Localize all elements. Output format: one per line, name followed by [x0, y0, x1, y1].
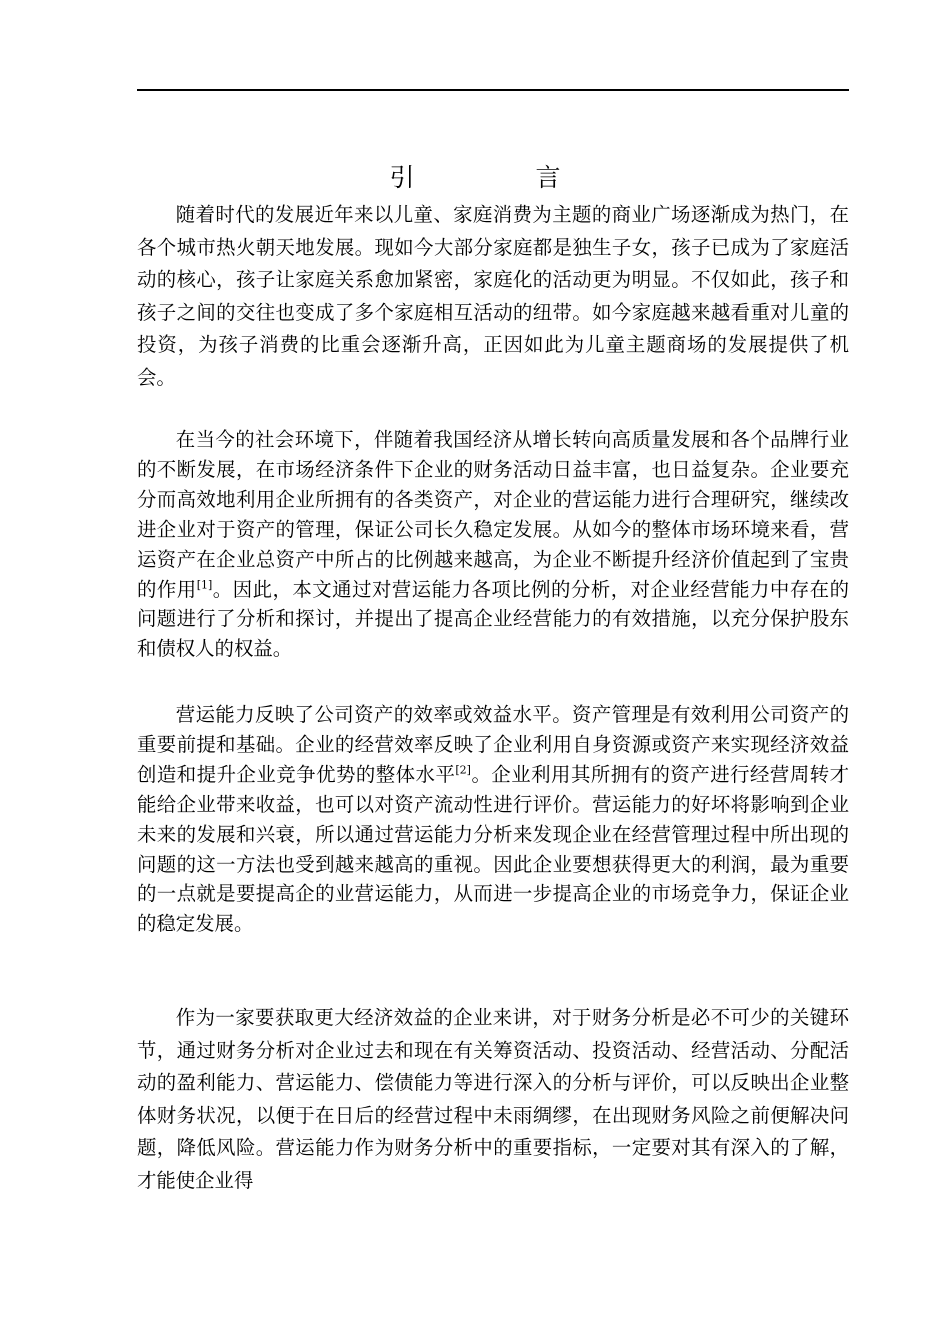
- paragraph-text: 在当今的社会环境下，伴随着我国经济从增长转向高质量发展和各个品牌行业的不断发展，在市场经济条件下企业的财务活动日益丰富，也日益复杂。企业要充分而高效地利用企业所拥有的各类资产，对企业的营运能力进行合理研究，继续改进企业对于资产的管理，保证公司长久稳定发展。从如今的整体市场环境来看，营运资产在企业总资产中所占的比例越来越高，为企业不断提升经济价值起到了宝贵的作用: [137, 428, 849, 601]
- paragraph-2: [137, 425, 849, 664]
- citation-1: [1]: [196, 578, 213, 592]
- header-rule: [137, 89, 849, 91]
- paragraph-text: 作为一家要获取更大经济效益的企业来讲，对于财务分析是必不可少的关键环节，通过财务分析对企业过去和现在有关筹资活动、投资活动、经营活动、分配活动的盈利能力、营运能力、偿债能力等进行深入的分析与评价，可以反映出企业整体财务状况，以便于在日后的经营过程中未雨绸缪，在出现财务风险之前便解决问题，降低风险。营运能力作为财务分析中的重要指标，一定要对其有深入的了解，才能使企业得: [137, 1006, 849, 1192]
- section-title: 引 言: [389, 163, 609, 192]
- citation-2: [2]: [455, 763, 471, 777]
- paragraph-text: 。因此，本文通过对营运能力各项比例的分析，对企业经营能力中存在的问题进行了分析和探讨，并提出了提高企业经营能力的有效措施，以充分保护股东和债权人的权益。: [137, 577, 850, 661]
- paragraph-text: 营运能力反映了公司资产的效率或效益水平。资产管理是有效利用公司资产的重要前提和基础。企业的经营效率反映了企业利用自身资源或资产来实现经济效益创造和提升企业竞争优势的整体水平: [137, 703, 849, 786]
- paragraph-text: 随着时代的发展近年来以儿童、家庭消费为主题的商业广场逐渐成为热门，在各个城市热火朝天地发展。现如今大部分家庭都是独生子女，孩子已成为了家庭活动的核心，孩子让家庭关系愈加紧密，家庭化的活动更为明显。不仅如此，孩子和孩子之间的交往也变成了多个家庭相互活动的纽带。如今家庭越来越看重对儿童的投资，为孩子消费的比重会逐渐升高，正因如此为儿童主题商场的发展提供了机会。: [137, 203, 849, 389]
- paragraph-1: [137, 199, 849, 395]
- paragraph-3: [137, 700, 849, 939]
- paragraph-text: 。企业利用其所拥有的资产进行经营周转才能给企业带来收益，也可以对资产流动性进行评价。营运能力的好坏将影响到企业未来的发展和兴衰，所以通过营运能力分析来发现企业在经营管理过程中所出现的问题的这一方法也受到越来越高的重视。因此企业要想获得更大的利润，最为重要的一点就是要提高企的业营运能力，从而进一步提高企业的市场竞争力，保证企业的稳定发展。: [137, 762, 850, 936]
- paragraph-4: [137, 1002, 849, 1198]
